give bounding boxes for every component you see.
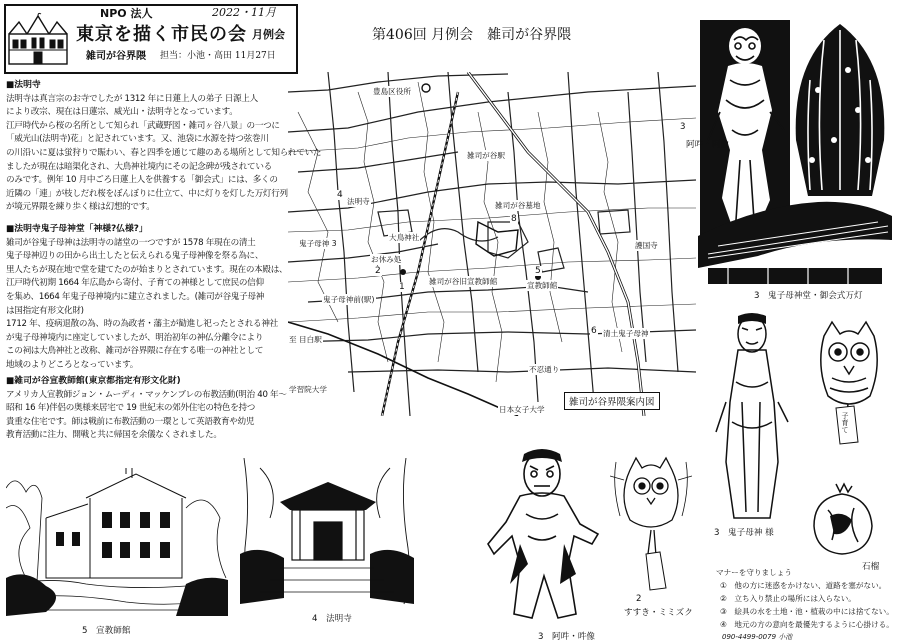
caption-susuki: すすき・ミミズク	[624, 608, 693, 618]
article-houmyouji	[6, 79, 322, 215]
manner-item: ④ 地元の方の意向を最優先するように心掛ける。	[720, 620, 894, 629]
text-line: を集め、1664 年鬼子母神境内に建立されました。(雑司が谷鬼子母神	[6, 291, 265, 302]
section-title: ■法明寺鬼子母神堂「神様?仏様?」	[6, 224, 148, 234]
text-line: アメリカ人宣教師ジョン・ムーディ・マッケンブレの布教活動(明治 40 年～	[6, 389, 287, 400]
header-area: 雑司が谷界隈	[86, 51, 146, 62]
kishimojin-hall-sketch	[698, 196, 892, 286]
manner-title: マナーを守りましょう	[716, 568, 792, 577]
map-label-num5: 5	[535, 266, 541, 276]
text-line: が境元界隈を練り歩く様は幻想的です。	[6, 202, 155, 213]
text-line: 里人たちが現在地で堂を建てたのが始まりとされています。現在の本殿は、	[6, 264, 288, 275]
pomegranate-sketch	[808, 480, 878, 558]
map-label-womens-univ: 日本女子大学	[499, 405, 545, 414]
text-line: 近隣の「連」が枝しだれ桜をぼんぼりに仕立て、中に灯りを灯した万灯行列	[6, 188, 288, 199]
map-label-num2: 2	[375, 266, 381, 276]
map-label-num4: 4	[337, 190, 343, 200]
article-kishimojin	[6, 223, 288, 373]
ungyo-statue-sketch	[480, 444, 610, 624]
map-label-senkyoshikan: 宣教師館	[527, 281, 558, 290]
manner-item: ② 立ち入り禁止の場所には入らない。	[720, 594, 856, 603]
caption-kishimojin-hall: 3 鬼子母神堂・御会式万灯	[754, 291, 863, 301]
caption-agyo-num: 3	[680, 122, 686, 132]
area-map	[288, 72, 696, 416]
text-line: 「威光山(法明寺)花」と記されています。又、池袋に水源を持つ弦巻川	[6, 134, 269, 145]
map-label-num1: 1	[399, 282, 405, 292]
map-label-num6: 6	[591, 326, 597, 336]
header-title: 東京を描く市民の会	[76, 24, 247, 45]
lantern-sketch	[788, 20, 892, 200]
text-line: 鬼子母神辺りの田から出土したと伝えられる鬼子母神像を祭る為に、	[6, 251, 264, 262]
text-line: 江戸時代初期 1664 年広島から寄付、子育ての神様として庶民の信仰	[6, 278, 264, 289]
map-label-fujimi: 不忍通り	[529, 365, 560, 374]
header-date: 2022・11月	[212, 6, 276, 19]
caption-susuki-num: 2	[636, 594, 642, 604]
map-label-daigokoku: 護国寺	[635, 241, 658, 250]
map-label-cemetery: 雑司が谷墓地	[495, 201, 541, 210]
caption-senkyoshikan: 5 宣教師館	[82, 626, 131, 636]
text-line: この祠は大鳥神社と改称、雑司が谷界隈に存在する唯一の神社として	[6, 346, 264, 357]
map-label-station: 雑司が谷駅	[467, 151, 505, 160]
manner-item: ① 他の方に迷惑をかけない、道路を塞がない。	[720, 581, 887, 590]
text-line: 1712 年、疫病退散の為、時の為政者・藩主が勧進し祀ったとされる神社	[6, 319, 278, 330]
text-line: は国指定有形文化財)	[6, 305, 84, 316]
main-title: 第406回 月例会 雑司が谷界隈	[372, 27, 572, 43]
caption-owl-tag: 子育て	[841, 412, 849, 433]
map-label-gakushuin: 学習院大学	[289, 385, 327, 394]
text-line: 貴重な住宅です。師は戦前に布教活動の一環として英語教育や幼児	[6, 416, 255, 427]
text-line: ましたが現在は暗渠化され、大鳥神社境内にその記念碑が残されている	[6, 161, 272, 172]
caption-houmyouji: 4 法明寺	[312, 614, 352, 624]
caption-pomegranate: 石榴	[862, 562, 880, 572]
manner-item: ③ 絵具の水を土地・池・植栽の中には捨てない。	[720, 607, 894, 616]
caption-agyo: 阿吽・阿像	[686, 140, 729, 150]
contact-number: 090-4499-0079 小池	[722, 633, 793, 641]
manner-box	[716, 566, 904, 638]
map-caption: 雑司が谷界隈案内図	[564, 392, 660, 410]
map-label-otori: 大鳥神社	[389, 233, 420, 242]
caption-ungyo: 3 阿吽・吽像	[538, 632, 596, 642]
map-label-temple: 法明寺	[347, 197, 370, 206]
header-org: NPO 法人	[100, 7, 153, 20]
caption-kishimojin-statue: 3 鬼子母神 様	[714, 528, 774, 538]
map-label-shimizu: 清土鬼子母神	[603, 329, 649, 338]
map-label-num8: 8	[511, 214, 517, 224]
section-title: ■法明寺	[6, 80, 41, 90]
article-senkyoshikan	[6, 375, 287, 443]
kishimojin-statue-sketch	[712, 312, 792, 524]
text-line: 地域のよりどころとなっています。	[6, 359, 139, 370]
text-line: 教育活動に注力、開戦と共に帰国を余儀なくされました。	[6, 430, 222, 441]
map-label-kishimojin-mae: 鬼子母神前(駅)	[323, 295, 375, 304]
houmyouji-sketch	[240, 458, 414, 608]
text-line: 雑司が谷鬼子母神は法明寺の諸堂の一つですが 1578 年現在の清土	[6, 237, 256, 248]
text-line: により改宗、現在は日蓮宗、威光山・法明寺となっています。	[6, 107, 238, 118]
text-line: の川沿いに夏は蛍狩りで賑わい、春と四季を通じて趣のある場所として知られていた	[6, 147, 322, 158]
map-label-kishimojin: 鬼子母神 3	[299, 239, 337, 248]
susuki-owl-sketch	[610, 456, 692, 596]
text-line: 昭和 16 年)伴侶の奥様来居宅で 19 世紀末の郊外住宅の特色を持つ	[6, 403, 256, 414]
map-label-library: 雑司が谷旧宣教師館	[429, 277, 498, 286]
map-label-omoide: お休み処	[371, 255, 402, 264]
station-building-icon	[7, 12, 69, 66]
text-line: 江戸時代から桜の名所として知られ「武蔵野図・雑司ヶ谷八景」の一つに	[6, 120, 280, 131]
text-line: が鬼子母神境内に座定していましたが、明治初年の神仏分離令により	[6, 332, 264, 343]
senkyoshikan-sketch	[6, 468, 228, 618]
header-staff: 担当：小池・高田 11月27日	[160, 51, 276, 61]
map-label-ward-office: 豊島区役所	[373, 87, 411, 96]
map-label-mejiro: 至 目白駅	[289, 335, 322, 344]
header-subtitle: 月例会	[252, 28, 285, 41]
text-line: 法明寺は真言宗のお寺でしたが 1312 年に日蓮上人の弟子 日源上人	[6, 93, 258, 104]
section-title: ■雑司が谷宣教師館(東京都指定有形文化財)	[6, 376, 181, 386]
text-line: のみです。例年 10 月中ごろ日蓮上人を供養する「御会式」には、多くの	[6, 175, 278, 186]
